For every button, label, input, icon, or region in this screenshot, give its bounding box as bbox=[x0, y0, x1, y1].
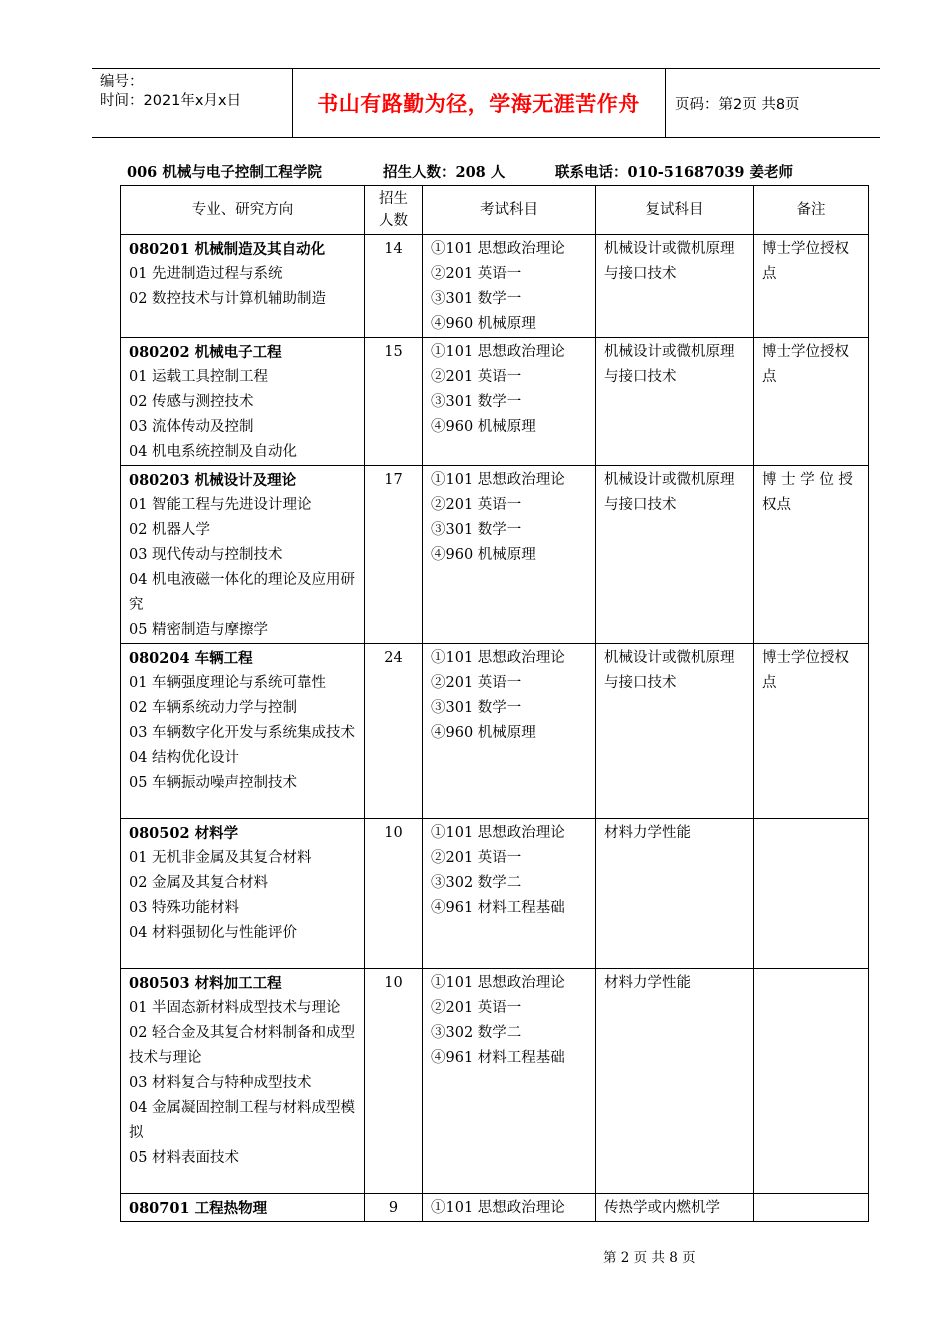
cell-count: 10 bbox=[365, 819, 423, 969]
cell-note bbox=[754, 969, 869, 1194]
research-direction: 05 车辆振动噪声控制技术 bbox=[129, 775, 298, 791]
exam-subject: ①101 思想政治理论 bbox=[431, 650, 565, 666]
table-row bbox=[121, 466, 869, 644]
major-name: 080201 机械制造及其自动化 bbox=[129, 241, 326, 258]
cell-note bbox=[754, 1194, 869, 1222]
exam-subject: ④960 机械原理 bbox=[431, 547, 536, 563]
research-direction: 03 车辆数字化开发与系统集成技术 bbox=[129, 725, 356, 741]
major-name: 080204 车辆工程 bbox=[129, 650, 253, 667]
research-direction: 04 机电系统控制及自动化 bbox=[129, 444, 298, 460]
research-direction: 01 运载工具控制工程 bbox=[129, 369, 269, 385]
cell-major bbox=[121, 644, 365, 819]
cell-note: 博士学位授权点 bbox=[754, 235, 869, 338]
research-direction: 02 数控技术与计算机辅助制造 bbox=[129, 291, 327, 307]
cell-count: 14 bbox=[365, 235, 423, 338]
cell-note bbox=[754, 819, 869, 969]
research-direction: 03 流体传动及控制 bbox=[129, 419, 254, 435]
header-page-info: 页码：第2页 共8页 bbox=[675, 97, 800, 113]
exam-subject: ①101 思想政治理论 bbox=[431, 472, 565, 488]
table-row bbox=[121, 969, 869, 1194]
research-direction: 02 金属及其复合材料 bbox=[129, 875, 269, 891]
exam-subject: ①101 思想政治理论 bbox=[431, 344, 565, 360]
cell-count: 10 bbox=[365, 969, 423, 1194]
cell-exam-subjects bbox=[423, 819, 596, 969]
cell-major bbox=[121, 466, 365, 644]
cell-note: 博士学位授权点 bbox=[754, 644, 869, 819]
exam-subject: ①101 思想政治理论 bbox=[431, 975, 565, 991]
header-note: 备注 bbox=[754, 186, 869, 235]
enroll-count: 招生人数：208 人 bbox=[383, 164, 506, 181]
cell-note: 博士学位授权点 bbox=[754, 338, 869, 466]
cell-note: 博 士 学 位 授权点 bbox=[754, 466, 869, 644]
research-direction: 01 智能工程与先进设计理论 bbox=[129, 497, 312, 513]
cell-major bbox=[121, 235, 365, 338]
exam-subject: ②201 英语一 bbox=[431, 497, 522, 513]
school-name: 006 机械与电子控制工程学院 bbox=[127, 164, 322, 181]
cell-count: 15 bbox=[365, 338, 423, 466]
research-direction: 02 传感与测控技术 bbox=[129, 394, 254, 410]
header-divider bbox=[665, 69, 666, 137]
exam-subject: ③302 数学二 bbox=[431, 875, 522, 891]
contact-phone: 联系电话：010-51687039 姜老师 bbox=[555, 164, 794, 181]
cell-retest-subject: 机械设计或微机原理与接口技术 bbox=[596, 338, 754, 466]
major-name: 080202 机械电子工程 bbox=[129, 344, 282, 361]
cell-retest-subject: 材料力学性能 bbox=[596, 819, 754, 969]
research-direction: 05 精密制造与摩擦学 bbox=[129, 622, 269, 638]
major-name: 080503 材料加工工程 bbox=[129, 975, 282, 992]
header-count bbox=[365, 186, 423, 235]
exam-subject: ①101 思想政治理论 bbox=[431, 241, 565, 257]
cell-exam-subjects bbox=[423, 644, 596, 819]
cell-retest-subject: 材料力学性能 bbox=[596, 969, 754, 1194]
cell-exam-subjects bbox=[423, 466, 596, 644]
header-exam: 考试科目 bbox=[423, 186, 596, 235]
cell-retest-subject: 机械设计或微机原理与接口技术 bbox=[596, 644, 754, 819]
cell-major bbox=[121, 338, 365, 466]
research-direction: 01 无机非金属及其复合材料 bbox=[129, 850, 312, 866]
research-direction: 01 车辆强度理论与系统可靠性 bbox=[129, 675, 327, 691]
exam-subject: ④961 材料工程基础 bbox=[431, 900, 565, 916]
cell-exam-subjects bbox=[423, 969, 596, 1194]
research-direction: 03 特殊功能材料 bbox=[129, 900, 240, 916]
time-label: 时间：2021年x月x日 bbox=[100, 93, 242, 109]
research-direction: 02 机器人学 bbox=[129, 522, 211, 538]
exam-subject: ①101 思想政治理论 bbox=[431, 825, 565, 841]
research-direction: 01 半固态新材料成型技术与理论 bbox=[129, 1000, 341, 1016]
exam-subject: ③301 数学一 bbox=[431, 291, 522, 307]
header-count-text: 招生人数 bbox=[379, 191, 408, 229]
exam-subject: ③301 数学一 bbox=[431, 522, 522, 538]
research-direction: 04 机电液磁一体化的理论及应用研究 bbox=[129, 572, 356, 613]
cell-exam-subjects bbox=[423, 1194, 596, 1222]
header-motto: 书山有路勤为径，学海无涯苦作舟 bbox=[317, 91, 640, 116]
exam-subject: ④961 材料工程基础 bbox=[431, 1050, 565, 1066]
exam-subject: ①101 思想政治理论 bbox=[431, 1200, 565, 1216]
exam-subject: ②201 英语一 bbox=[431, 850, 522, 866]
research-direction: 02 车辆系统动力学与控制 bbox=[129, 700, 298, 716]
cell-count: 9 bbox=[365, 1194, 423, 1222]
research-direction: 03 材料复合与特种成型技术 bbox=[129, 1075, 312, 1091]
exam-subject: ③302 数学二 bbox=[431, 1025, 522, 1041]
major-name: 080502 材料学 bbox=[129, 825, 239, 842]
cell-exam-subjects bbox=[423, 235, 596, 338]
exam-subject: ②201 英语一 bbox=[431, 266, 522, 282]
table-row bbox=[121, 235, 869, 338]
table-row bbox=[121, 1194, 869, 1222]
major-name: 080203 机械设计及理论 bbox=[129, 472, 297, 489]
exam-subject: ②201 英语一 bbox=[431, 675, 522, 691]
cell-exam-subjects bbox=[423, 338, 596, 466]
footer-page-number: 第 2 页 共 8 页 bbox=[603, 1250, 696, 1266]
table-row bbox=[121, 644, 869, 819]
exam-subject: ②201 英语一 bbox=[431, 369, 522, 385]
major-name: 080701 工程热物理 bbox=[129, 1200, 268, 1217]
cell-count: 17 bbox=[365, 466, 423, 644]
research-direction: 04 金属凝固控制工程与材料成型模拟 bbox=[129, 1100, 356, 1141]
cell-major bbox=[121, 819, 365, 969]
exam-subject: ③301 数学一 bbox=[431, 394, 522, 410]
table-row bbox=[121, 819, 869, 969]
research-direction: 02 轻合金及其复合材料制备和成型技术与理论 bbox=[129, 1025, 356, 1066]
cell-retest-subject: 传热学或内燃机学 bbox=[596, 1194, 754, 1222]
header-retest: 复试科目 bbox=[596, 186, 754, 235]
cell-retest-subject: 机械设计或微机原理与接口技术 bbox=[596, 235, 754, 338]
header-major: 专业、研究方向 bbox=[121, 186, 365, 235]
research-direction: 04 材料强韧化与性能评价 bbox=[129, 925, 298, 941]
code-label: 编号： bbox=[100, 74, 144, 90]
document-header bbox=[92, 68, 880, 138]
research-direction: 03 现代传动与控制技术 bbox=[129, 547, 283, 563]
exam-subject: ④960 机械原理 bbox=[431, 419, 536, 435]
table-row bbox=[121, 338, 869, 466]
header-meta bbox=[100, 73, 241, 111]
cell-major bbox=[121, 1194, 365, 1222]
exam-subject: ②201 英语一 bbox=[431, 1000, 522, 1016]
cell-count: 24 bbox=[365, 644, 423, 819]
research-direction: 05 材料表面技术 bbox=[129, 1150, 240, 1166]
exam-subject: ④960 机械原理 bbox=[431, 316, 536, 332]
research-direction: 04 结构优化设计 bbox=[129, 750, 240, 766]
exam-subject: ④960 机械原理 bbox=[431, 725, 536, 741]
exam-subject: ③301 数学一 bbox=[431, 700, 522, 716]
enrollment-table bbox=[120, 185, 869, 1222]
cell-major bbox=[121, 969, 365, 1194]
cell-retest-subject: 机械设计或微机原理与接口技术 bbox=[596, 466, 754, 644]
table-header-row bbox=[121, 186, 869, 235]
research-direction: 01 先进制造过程与系统 bbox=[129, 266, 283, 282]
